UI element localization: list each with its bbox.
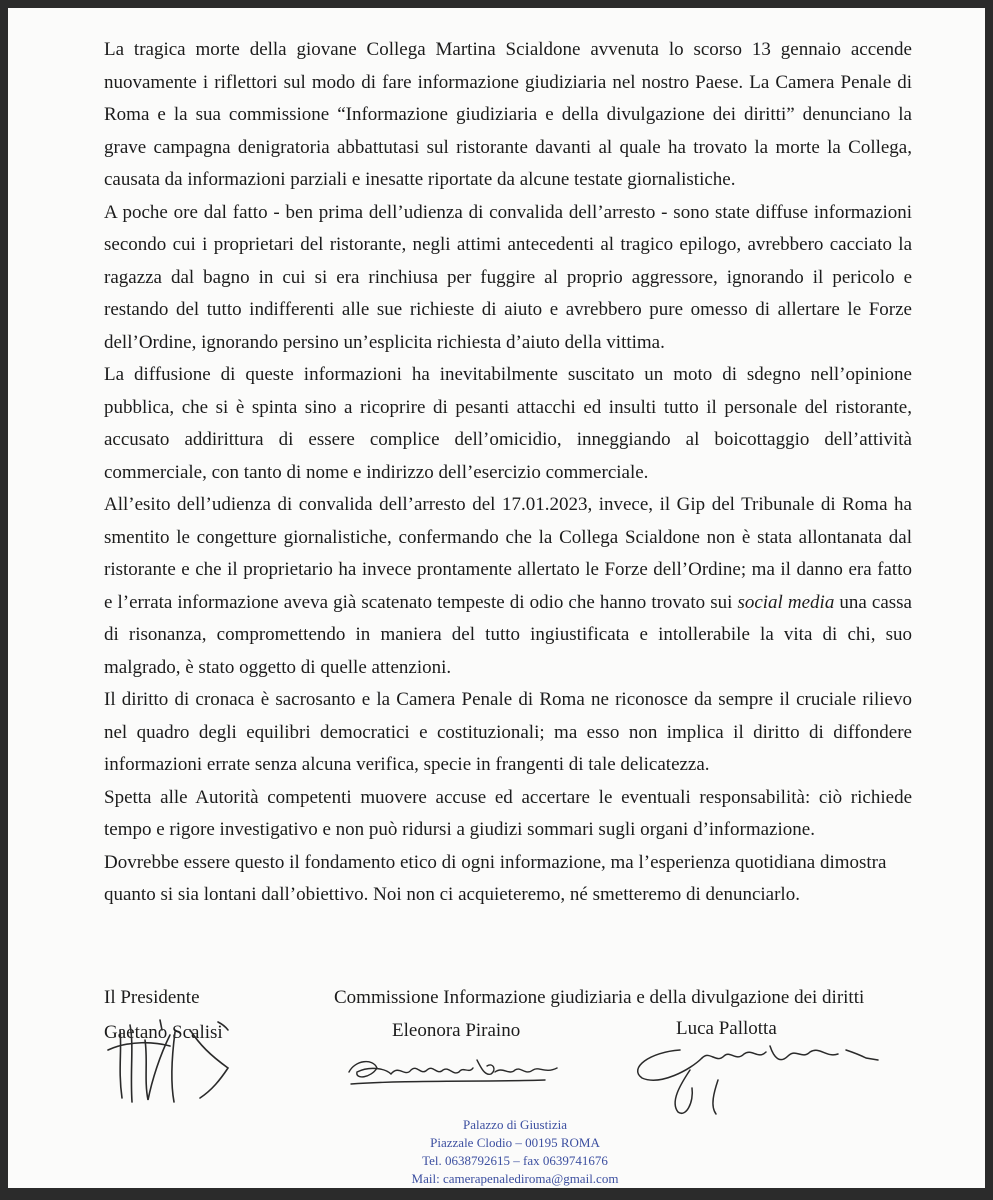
footer-line-1: Palazzo di Giustizia [463,1117,567,1132]
paragraph-7: Dovrebbe essere questo il fondamento etico di ogni informazione, ma l’esperienza quotidiana dimostra quanto si sia lontani dall’obiettivo. Noi non ci acquieteremo, né smetteremo di denunciarlo. [104,851,887,905]
paragraph-4-text-b: una cassa di risonanza, compromettendo in maniera del tutto ingiustificata e intollerabile la vita di chi, suo malgrado, è stato oggetto di quelle attenzioni. [104,591,912,678]
member-2-signature [620,1030,885,1120]
president-label: Il Presidente [104,987,200,1008]
screen-edge-left [0,0,8,1200]
letter-body [104,34,912,912]
screen-edge-top [0,0,993,8]
paragraph-6: Spetta alle Autorità competenti muovere accuse ed accertare le eventuali responsabilità: ciò richiede tempo e rigore investigativo e non può ridursi a giudizi sommari sugli organi d’informazione. [104,786,912,840]
footer-line-4: Mail: camerapenalediroma@gmail.com [411,1171,619,1186]
footer-address [390,1116,640,1188]
paragraph-4-italic: social media [737,591,835,613]
paragraph-2: A poche ore dal fatto - ben prima dell’udienza di convalida dell’arresto - sono state diffuse informazioni secondo cui i proprietari del ristorante, negli attimi antecedenti al tragico epilogo, avrebbero cacciato la ragazza dal bagno in cui si era rinchiusa per fuggire al proprio aggressore, ignorando il pericolo e restando del tutto indifferenti alle sue richieste di aiuto e avrebbero pure omesso di allertare le Forze dell’Ordine, ignorando persino un’esplicita richiesta d’aiuto della vittima. [104,201,912,353]
paragraph-1: La tragica morte della giovane Collega Martina Scialdone avvenuta lo scorso 13 gennaio accende nuovamente i riflettori sul modo di fare informazione giudiziaria nel nostro Paese. La Camera Penale di Roma e la sua commissione “Informazione giudiziaria e della divulgazione dei diritti” denunciano la grave campagna denigratoria abbattutasi sul ristorante davanti al quale ha trovato la morte la Collega, causata da informazioni parziali e inesatte riportate da alcune testate giornalistiche. [104,39,912,190]
footer-line-2: Piazzale Clodio – 00195 ROMA [430,1135,600,1150]
paragraph-3: La diffusione di queste informazioni ha inevitabilmente suscitato un moto di sdegno nell’opinione pubblica, che si è spinta sino a ricoprire di pesanti attacchi ed insulti tutto il personale del ristorante, accusato addirittura di essere complice dell’omicidio, inneggiando al boicottaggio dell’attività commerciale, con tanto di nome e indirizzo dell’esercizio commerciale. [104,364,912,483]
footer-line-3: Tel. 0638792615 – fax 0639741676 [422,1153,608,1168]
president-name: Gaetano Scalisi [104,1022,223,1043]
member-1-signature [345,1050,565,1090]
paragraph-5: Il diritto di cronaca è sacrosanto e la Camera Penale di Roma ne riconosce da sempre il cruciale rilievo nel quadro degli equilibri democratici e costituzionali; ma esso non implica il diritto di diffondere informazioni errate senza alcuna verifica, specie in frangenti di tale delicatezza. [104,689,912,775]
member-1-name: Eleonora Piraino [392,1020,521,1041]
screen-edge-bottom [0,1188,993,1200]
screen-edge-right [985,0,993,1200]
president-signature [100,1010,250,1105]
paragraph-4-text-a: All’esito dell’udienza di convalida dell’arresto del 17.01.2023, invece, il Gip del Tribunale di Roma ha smentito le congetture giornalistiche, confermando che la Collega Scialdone non è stata allontanata dal ristorante e che il proprietario ha invece prontamente allertato le Forze dell’Ordine; ma il danno era fatto e l’errata informazione aveva già scatenato tempeste di odio che hanno trovato sui [104,494,912,613]
member-2-name: Luca Pallotta [676,1018,777,1039]
paragraph-4 [104,489,912,684]
commission-label: Commissione Informazione giudiziaria e della divulgazione dei diritti [334,987,865,1008]
